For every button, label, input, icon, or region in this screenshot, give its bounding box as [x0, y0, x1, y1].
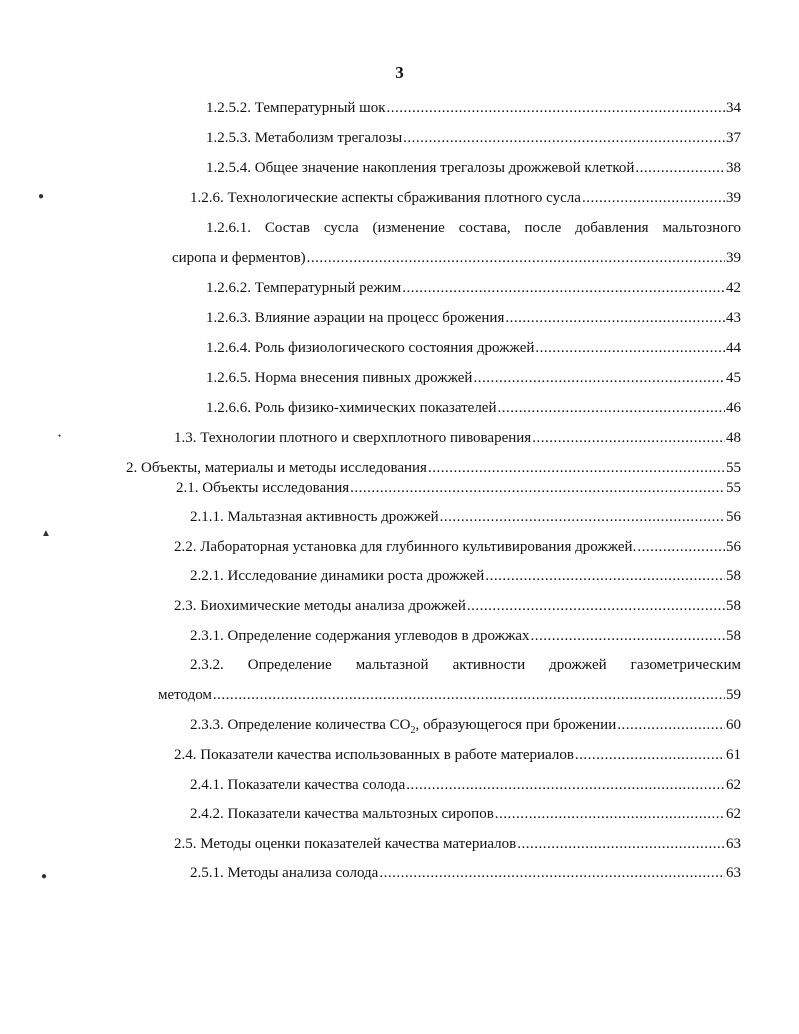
toc-leader	[440, 508, 725, 526]
toc-entry[interactable]	[190, 805, 741, 823]
toc-entry[interactable]	[206, 369, 741, 387]
toc-entry[interactable]	[176, 479, 741, 497]
toc-entry-page: 43	[726, 310, 741, 326]
toc-entry-page: 61	[726, 747, 741, 763]
toc-entry-title: 2.4. Показатели качества использованных в работе материалов	[174, 747, 574, 763]
toc-entry-page: 56	[726, 509, 741, 525]
toc-entry-title-line1: 1.2.6.1. Состав сусла (изменение состава, после добавления мальтозного	[206, 220, 741, 236]
toc-entry-title: 1.2.6.4. Роль физиологического состояния дрожжей	[206, 340, 535, 356]
toc-leader	[402, 279, 725, 297]
toc-leader	[350, 479, 725, 497]
toc-entry-page: 62	[726, 777, 741, 793]
toc-entry-page: 55	[726, 480, 741, 496]
toc-entry[interactable]	[190, 716, 741, 740]
toc-entry-title: 1.2.5.4. Общее значение накопления трегалозы дрожжевой клеткой	[206, 160, 635, 176]
toc-entry-title: 1.2.5.3. Метаболизм трегалозы	[206, 130, 403, 146]
toc-entry-title: 1.2.5.2. Температурный шок	[206, 100, 386, 116]
scan-speck: ●	[58, 434, 62, 439]
toc-entry-title-part: 2.3.3. Определение количества СО	[190, 717, 411, 733]
toc-leader	[498, 399, 726, 417]
toc-leader	[635, 159, 725, 177]
toc-entry-title: 1.3. Технологии плотного и сверхплотного пивоварения	[174, 430, 532, 446]
toc-leader	[403, 129, 725, 147]
toc-entry-title: 1.2.6.6. Роль физико-химических показателей	[206, 400, 497, 416]
toc-leader	[532, 429, 725, 447]
toc-leader	[530, 627, 725, 645]
toc-entry-page: 39	[726, 190, 741, 206]
toc-leader	[617, 716, 725, 734]
toc-entry-page: 58	[726, 628, 741, 644]
toc-entry-page: 55	[726, 460, 741, 476]
toc-entry-page: 58	[726, 568, 741, 584]
scan-speck: ▲	[41, 528, 51, 539]
toc-leader	[505, 309, 725, 327]
toc-entry[interactable]	[126, 459, 741, 477]
toc-entry[interactable]	[174, 538, 741, 556]
toc-entry-page: 42	[726, 280, 741, 296]
toc-entry-title-line1: 2.3.2. Определение мальтазной активности дрожжей газометрическим	[190, 657, 741, 673]
toc-entry-page: 34	[726, 100, 741, 116]
toc-entry[interactable]	[158, 686, 741, 704]
toc-entry[interactable]	[190, 864, 741, 882]
toc-entry[interactable]	[206, 309, 741, 327]
toc-entry-title: 1.2.6. Технологические аспекты сбраживания плотного сусла	[190, 190, 581, 206]
toc-entry[interactable]	[190, 627, 741, 645]
toc-leader	[473, 369, 725, 387]
toc-entry[interactable]	[206, 159, 741, 177]
toc-entry-title	[190, 716, 616, 740]
page-number: 3	[395, 63, 404, 82]
toc-leader	[428, 459, 725, 477]
toc-entry-title: сиропа и ферментов)	[172, 250, 306, 266]
toc-leader	[517, 835, 725, 853]
toc-entry-page: 38	[726, 160, 741, 176]
toc-entry-page: 63	[726, 865, 741, 881]
toc-entry-title: 2.3.1. Определение содержания углеводов в дрожжах	[190, 628, 530, 644]
toc-entry-page: 45	[726, 370, 741, 386]
toc-entry-title: 1.2.6.2. Температурный режим	[206, 280, 402, 296]
toc-entry-title: 2. Объекты, материалы и методы исследования	[126, 460, 427, 476]
toc-leader	[495, 805, 725, 823]
toc-entry[interactable]	[190, 567, 741, 585]
toc-entry-page: 39	[726, 250, 741, 266]
toc-entry-title: 1.2.6.3. Влияние аэрации на процесс брожения	[206, 310, 505, 326]
toc-leader	[467, 597, 725, 615]
toc-entry-title: 2.3. Биохимические методы анализа дрожжей	[174, 598, 466, 614]
toc-entry[interactable]	[206, 399, 741, 417]
toc-entry-title: 1.2.6.5. Норма внесения пивных дрожжей	[206, 370, 473, 386]
toc-entry-page: 60	[726, 717, 741, 733]
toc-entry[interactable]	[174, 835, 741, 853]
toc-entry[interactable]	[206, 99, 741, 117]
toc-entry-title: 2.1. Объекты исследования	[176, 480, 350, 496]
toc-entry-page: 37	[726, 130, 741, 146]
toc-entry[interactable]	[190, 189, 741, 207]
toc-entry[interactable]	[174, 597, 741, 615]
toc-entry[interactable]	[172, 249, 741, 267]
toc-entry[interactable]	[190, 776, 741, 794]
toc-entry-title: 2.2. Лабораторная установка для глубинного культивирования дрожжей.	[174, 539, 637, 555]
toc-leader	[387, 99, 725, 117]
toc-leader	[582, 189, 725, 207]
toc-entry-title: 2.5. Методы оценки показателей качества материалов	[174, 836, 517, 852]
toc-leader	[485, 567, 725, 585]
toc-entry-title: 2.1.1. Мальтазная активность дрожжей	[190, 509, 439, 525]
toc-entry-page: 62	[726, 806, 741, 822]
toc-entry[interactable]	[206, 129, 741, 147]
toc-entry-page: 58	[726, 598, 741, 614]
subscript: 2	[410, 725, 416, 736]
toc-entry-page: 46	[726, 400, 741, 416]
toc-leader	[307, 249, 725, 267]
toc-leader	[575, 746, 725, 764]
toc-entry[interactable]	[174, 429, 741, 447]
toc-entry-page: 48	[726, 430, 741, 446]
toc-entry-title: 2.4.2. Показатели качества мальтозных сиропов	[190, 806, 494, 822]
toc-entry-page: 44	[726, 340, 741, 356]
toc-entry-page: 56	[726, 539, 741, 555]
scan-speck: ●	[41, 871, 48, 882]
toc-entry-title: методом	[158, 687, 212, 703]
toc-leader	[379, 864, 725, 882]
toc-entry-title: 2.5.1. Методы анализа солода	[190, 865, 379, 881]
scan-speck: ●	[38, 191, 45, 202]
toc-entry-page: 59	[726, 687, 741, 703]
toc-leader	[406, 776, 725, 794]
toc-entry-title-part: , образующегося при брожении	[415, 717, 617, 733]
toc-entry[interactable]	[206, 339, 741, 357]
toc-leader	[637, 538, 725, 556]
toc-entry-title: 2.2.1. Исследование динамики роста дрожжей	[190, 568, 485, 584]
toc-entry-page: 63	[726, 836, 741, 852]
toc-entry[interactable]	[190, 508, 741, 526]
toc-entry-title: 2.4.1. Показатели качества солода	[190, 777, 406, 793]
toc-leader	[213, 686, 725, 704]
toc-entry[interactable]	[206, 279, 741, 297]
toc-leader	[535, 339, 725, 357]
toc-entry[interactable]	[174, 746, 741, 764]
